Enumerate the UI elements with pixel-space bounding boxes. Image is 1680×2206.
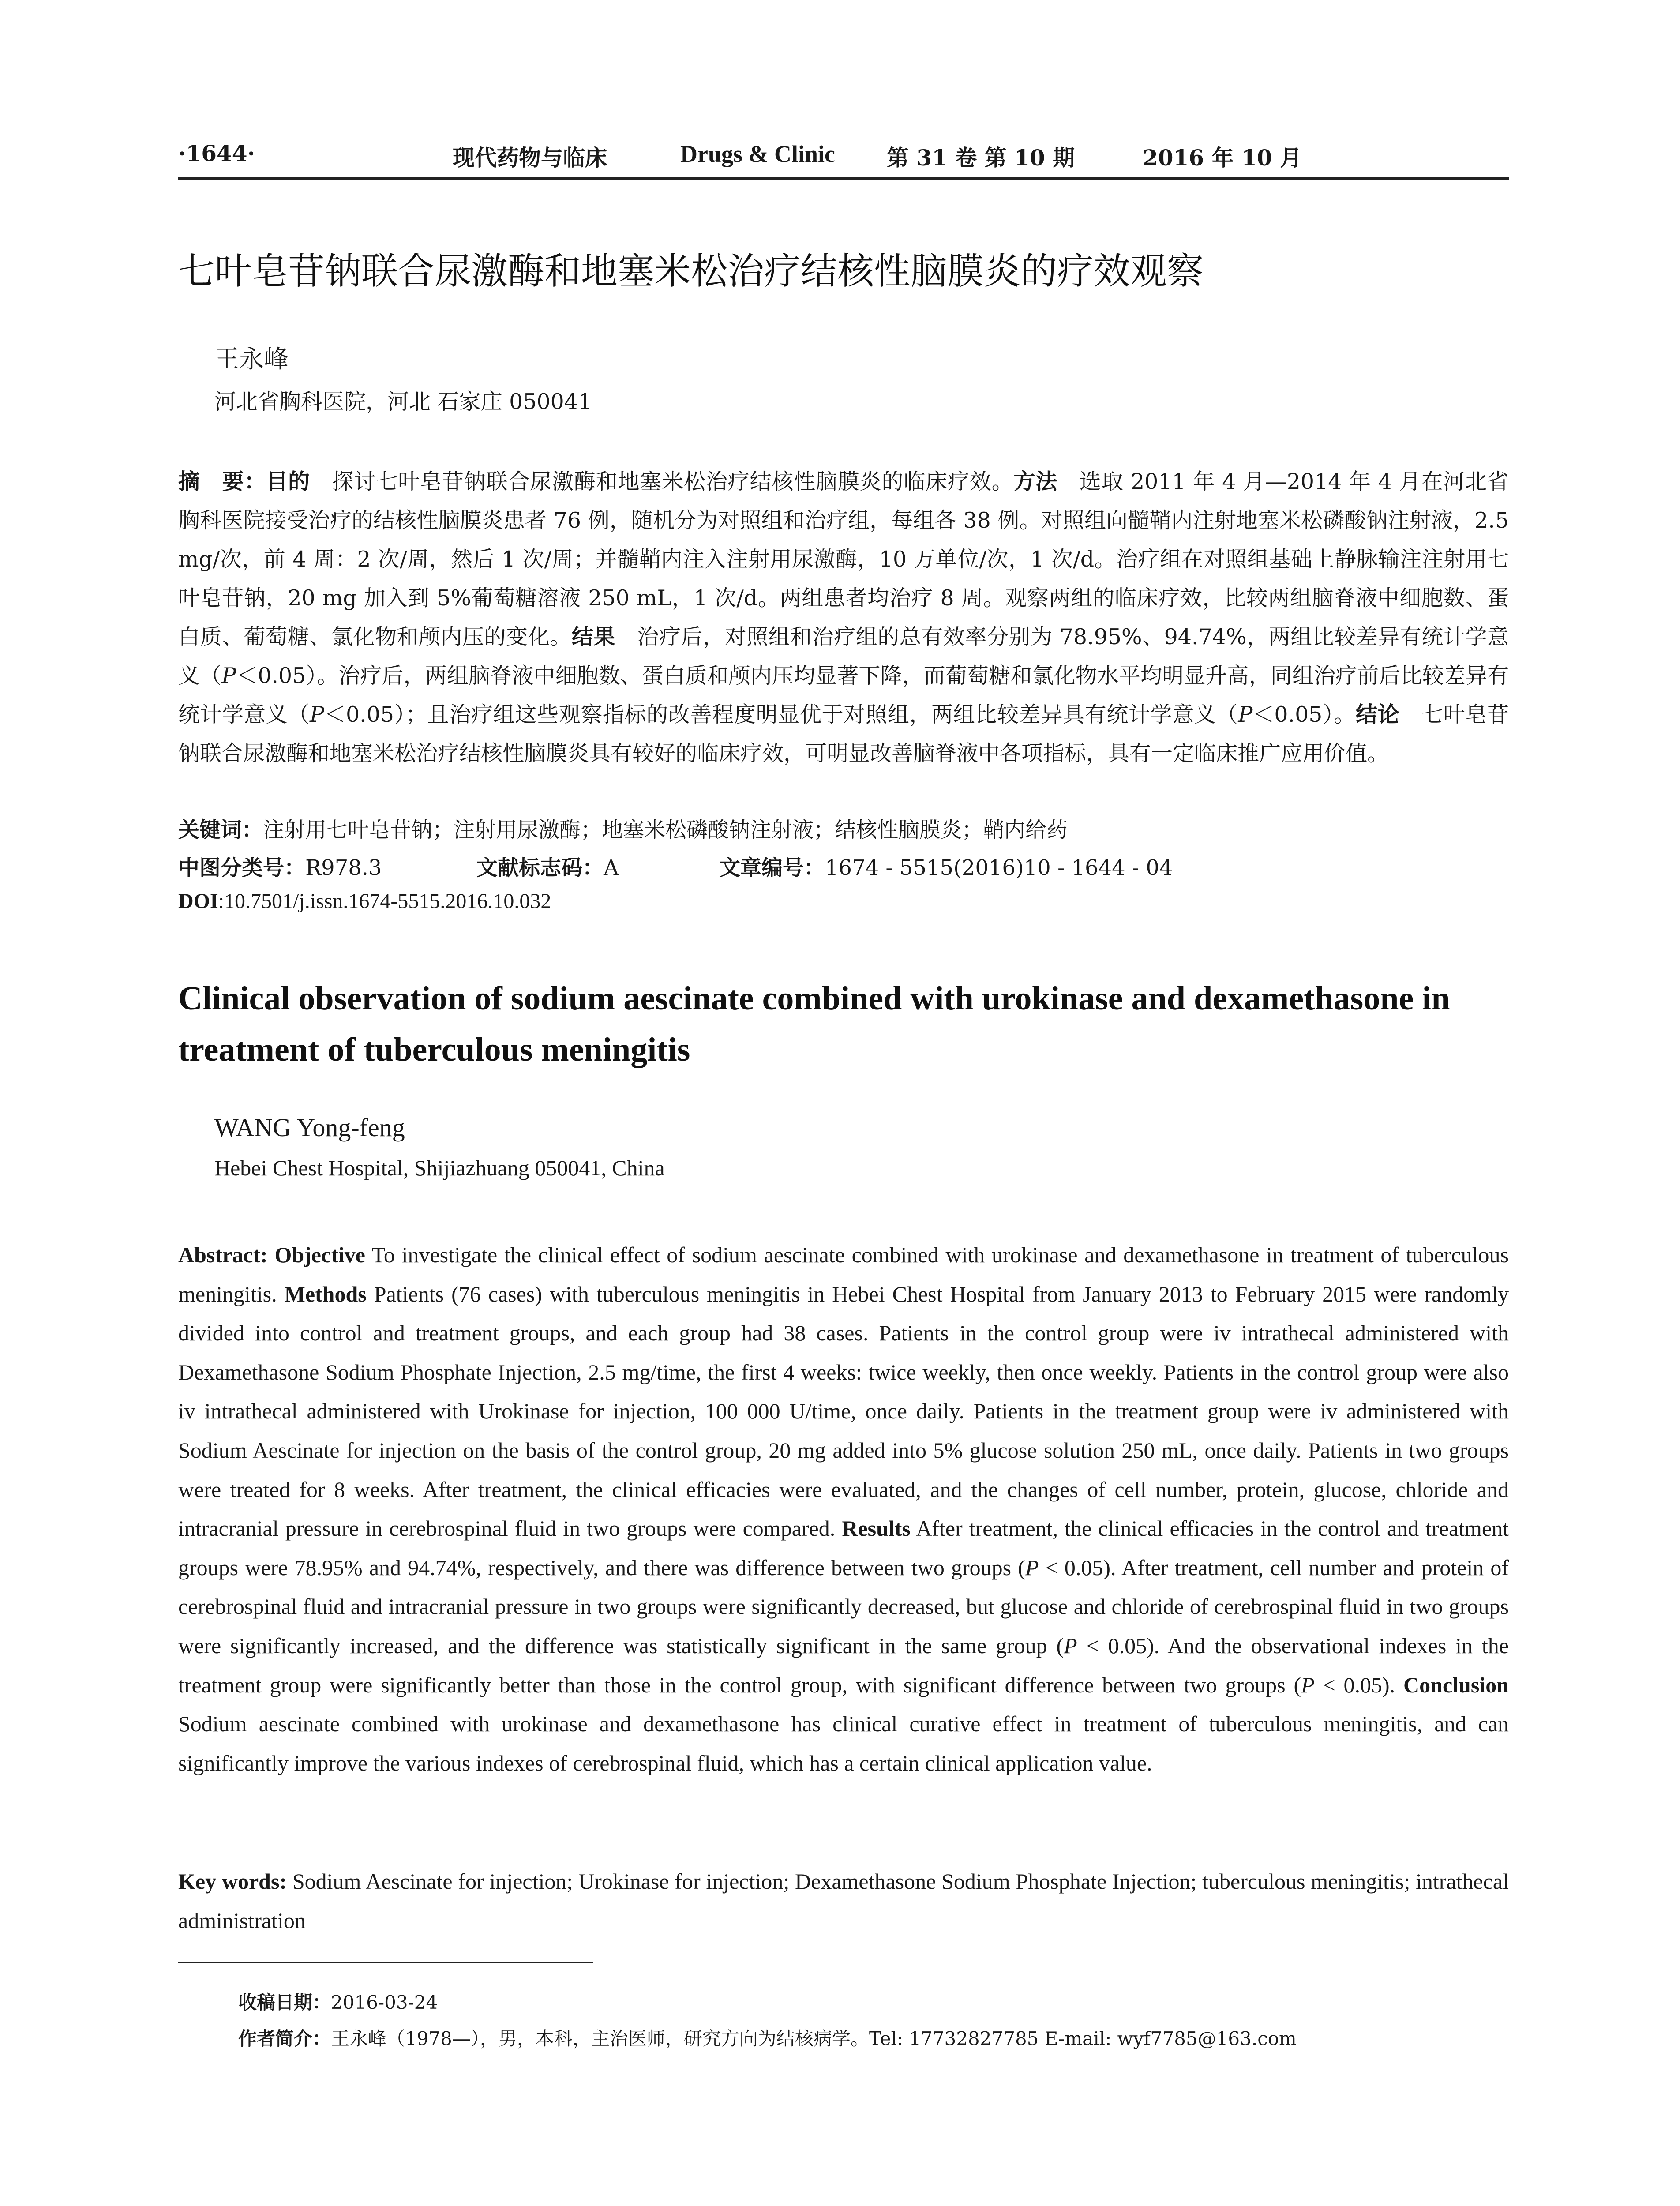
abstract-objective-label: Abstract: Objective [178, 1242, 365, 1267]
p-symbol: P [221, 663, 236, 688]
keywords-label: 关键词： [178, 818, 263, 842]
affiliation-cn: 河北省胸科医院，河北 石家庄 050041 [214, 389, 592, 414]
conclusion-text: 七叶皂苷钠联合尿激酶和地塞米松治疗结核性脑膜炎具有较好的临床疗效，可明显改善脑脊液中各项指标，具有一定临床推广应用价值。 [178, 702, 1509, 766]
affiliation-en: Hebei Chest Hospital, Shijiazhuang 050041, China [214, 1156, 665, 1180]
page-number: ·1644· [178, 140, 255, 166]
journal-name-cn: 现代药物与临床 [453, 145, 607, 171]
results-text: ＜0.05）。治疗后，两组脑脊液中细胞数、蛋白质和颅内压均显著下降，而葡萄糖和氯化物水平均明显升高，同组治疗前后比较差异有统计学意义（ [178, 663, 1509, 727]
author-info-label: 作者简介： [238, 2028, 331, 2049]
footnote-author [238, 2024, 1297, 2051]
results-text: 治疗后，对照组和治疗组的总有效率分别为 78.95%、94.74%，两组比较差异有统计学意义（ [178, 624, 1509, 688]
doc-code-value: A [604, 855, 619, 880]
article-no-value: 1674 - 5515(2016)10 - 1644 - 04 [825, 855, 1173, 880]
author-name-en: WANG Yong-feng [214, 1113, 405, 1142]
classification-line [178, 851, 1509, 882]
objective-label: 目的 [266, 469, 310, 494]
volume-issue: 第 31 卷 第 10 期 [887, 145, 1075, 171]
journal-name-en: Drugs & Clinic [680, 141, 835, 167]
received-date: 2016-03-24 [331, 1992, 438, 2013]
abstract-cn [178, 462, 1509, 773]
results-text: ＜0.05）。 [1252, 702, 1356, 727]
results-text: < 0.05). After treatment, cell number and protein of cerebrospinal fluid and intracranial pressure in two groups were significantly decreased, but glucose and chloride of cerebrospinal fluid in two groups were significantly increased, and the difference was statistically significant in the same group ( [178, 1555, 1509, 1658]
clc-label: 中图分类号： [178, 855, 306, 880]
doc-code-cell [476, 851, 619, 881]
results-label: 结果 [571, 624, 615, 649]
article-no-cell [719, 851, 1173, 881]
methods-label: 方法 [1013, 469, 1058, 494]
methods-label: Methods [284, 1281, 367, 1306]
methods-text: Patients (76 cases) with tuberculous meningitis in Hebei Chest Hospital from January 2013 to February 2015 were randomly divided into control and treatment groups, and each group had 38 cases. Patients in the control group were iv intrathecal administered with Dexamethasone Sodium Phosphate Injection, 2.5 mg/time, the first 4 weeks: twice weekly, then once weekly. Patients in the control group were also iv intrathecal administered with Urokinase for injection, 100 000 U/time, once daily. Patients in the treatment group were iv administered with Sodium Aescinate for injection on the basis of the control group, 20 mg added into 5% glucose solution 250 mL, once daily. Patients in two groups were treated for 8 weeks. After treatment, the clinical efficacies were evaluated, and the changes of cell number, protein, glucose, chloride and intracranial pressure in cerebrospinal fluid in two groups were compared. [178, 1281, 1509, 1541]
doi-label: DOI [178, 889, 218, 913]
results-label: Results [842, 1516, 911, 1541]
conclusion-label: 结论 [1355, 702, 1400, 727]
keywords-text: Sodium Aescinate for injection; Urokinase for injection; Dexamethasone Sodium Phosphate Injection; tuberculous meningitis; intrathecal administration [178, 1869, 1509, 1933]
abstract-en [178, 1235, 1509, 1782]
p-symbol: P [1301, 1672, 1315, 1697]
article-no-label: 文章编号： [719, 855, 825, 880]
objective-text: To investigate the clinical effect of sodium aescinate combined with urokinase and dexamethasone in treatment of tuberculous meningitis. [178, 1242, 1509, 1306]
received-label: 收稿日期： [238, 1992, 331, 2013]
author-name-cn: 王永峰 [214, 345, 289, 374]
results-text: After treatment, the clinical efficacies in the control and treatment groups were 78.95% and 94.74%, respectively, and there was difference between two groups ( [178, 1516, 1509, 1580]
header-rule [178, 177, 1509, 180]
conclusion-text: Sodium aescinate combined with urokinase and dexamethasone has clinical curative effect in treatment of tuberculous meningitis, and can significantly improve the various indexes of cerebrospinal fluid, which has a certain clinical application value. [178, 1711, 1509, 1775]
objective-text: 探讨七叶皂苷钠联合尿激酶和地塞米松治疗结核性脑膜炎的临床疗效。 [310, 469, 1014, 494]
doi-line [178, 889, 551, 913]
keywords-text: 注射用七叶皂苷钠；注射用尿激酶；地塞米松磷酸钠注射液；结核性脑膜炎；鞘内给药 [263, 818, 1068, 842]
p-symbol: P [310, 702, 324, 727]
doc-code-label: 文献标志码： [476, 855, 604, 880]
results-text: < 0.05). And the observational indexes in the treatment group were significantly better than those in the control group, with significant difference between two groups ( [178, 1633, 1509, 1697]
page-title-en: Clinical observation of sodium aescinate combined with urokinase and dexamethasone in treatment of tuberculous meningitis [178, 980, 1450, 1068]
p-symbol: P [1238, 702, 1253, 727]
p-symbol: P [1025, 1555, 1039, 1580]
clc-cell [178, 851, 382, 881]
p-symbol: P [1064, 1633, 1077, 1658]
author-info: 王永峰（1978—），男，本科，主治医师，研究方向为结核病学。Tel: 17732827785 E-mail: wyf7785@163.com [331, 2028, 1297, 2049]
conclusion-label: Conclusion [1403, 1672, 1509, 1697]
keywords-label: Key words: [178, 1869, 287, 1894]
doi-value: :10.7501/j.issn.1674-5515.2016.10.032 [218, 889, 551, 913]
footnote-rule [178, 1962, 593, 1963]
running-header [178, 140, 1509, 180]
clc-value: R978.3 [305, 855, 382, 880]
footnote-received [238, 1988, 438, 2015]
keywords-cn [178, 813, 1068, 843]
methods-text: 选取 2011 年 4 月—2014 年 4 月在河北省胸科医院接受治疗的结核性脑膜炎患者 76 例，随机分为对照组和治疗组，每组各 38 例。对照组向髓鞘内注射地塞米松磷酸钠注射液，2.5 mg/次，前 4 周：2 次/周，然后 1 次/周；并髓鞘内注入注射用尿激酶，10 万单位/次，1 次/d。治疗组在对照组基础上静脉输注注射用七叶皂苷钠，20 mg 加入到 5%葡萄糖溶液 250 mL，1 次/d。两组患者均治疗 8 周。观察两组的临床疗效，比较两组脑脊液中细胞数、蛋白质、葡萄糖、氯化物和颅内压的变化。 [178, 469, 1509, 649]
abstract-label: 摘 要： [178, 469, 266, 494]
keywords-en [178, 1862, 1509, 1940]
results-text: < 0.05). [1314, 1672, 1404, 1697]
page-title-cn: 七叶皂苷钠联合尿激酶和地塞米松治疗结核性脑膜炎的疗效观察 [178, 250, 1204, 293]
results-text: ＜0.05）；且治疗组这些观察指标的改善程度明显优于对照组，两组比较差异具有统计学意义（ [324, 702, 1238, 727]
issue-date: 2016 年 10 月 [1143, 145, 1302, 171]
